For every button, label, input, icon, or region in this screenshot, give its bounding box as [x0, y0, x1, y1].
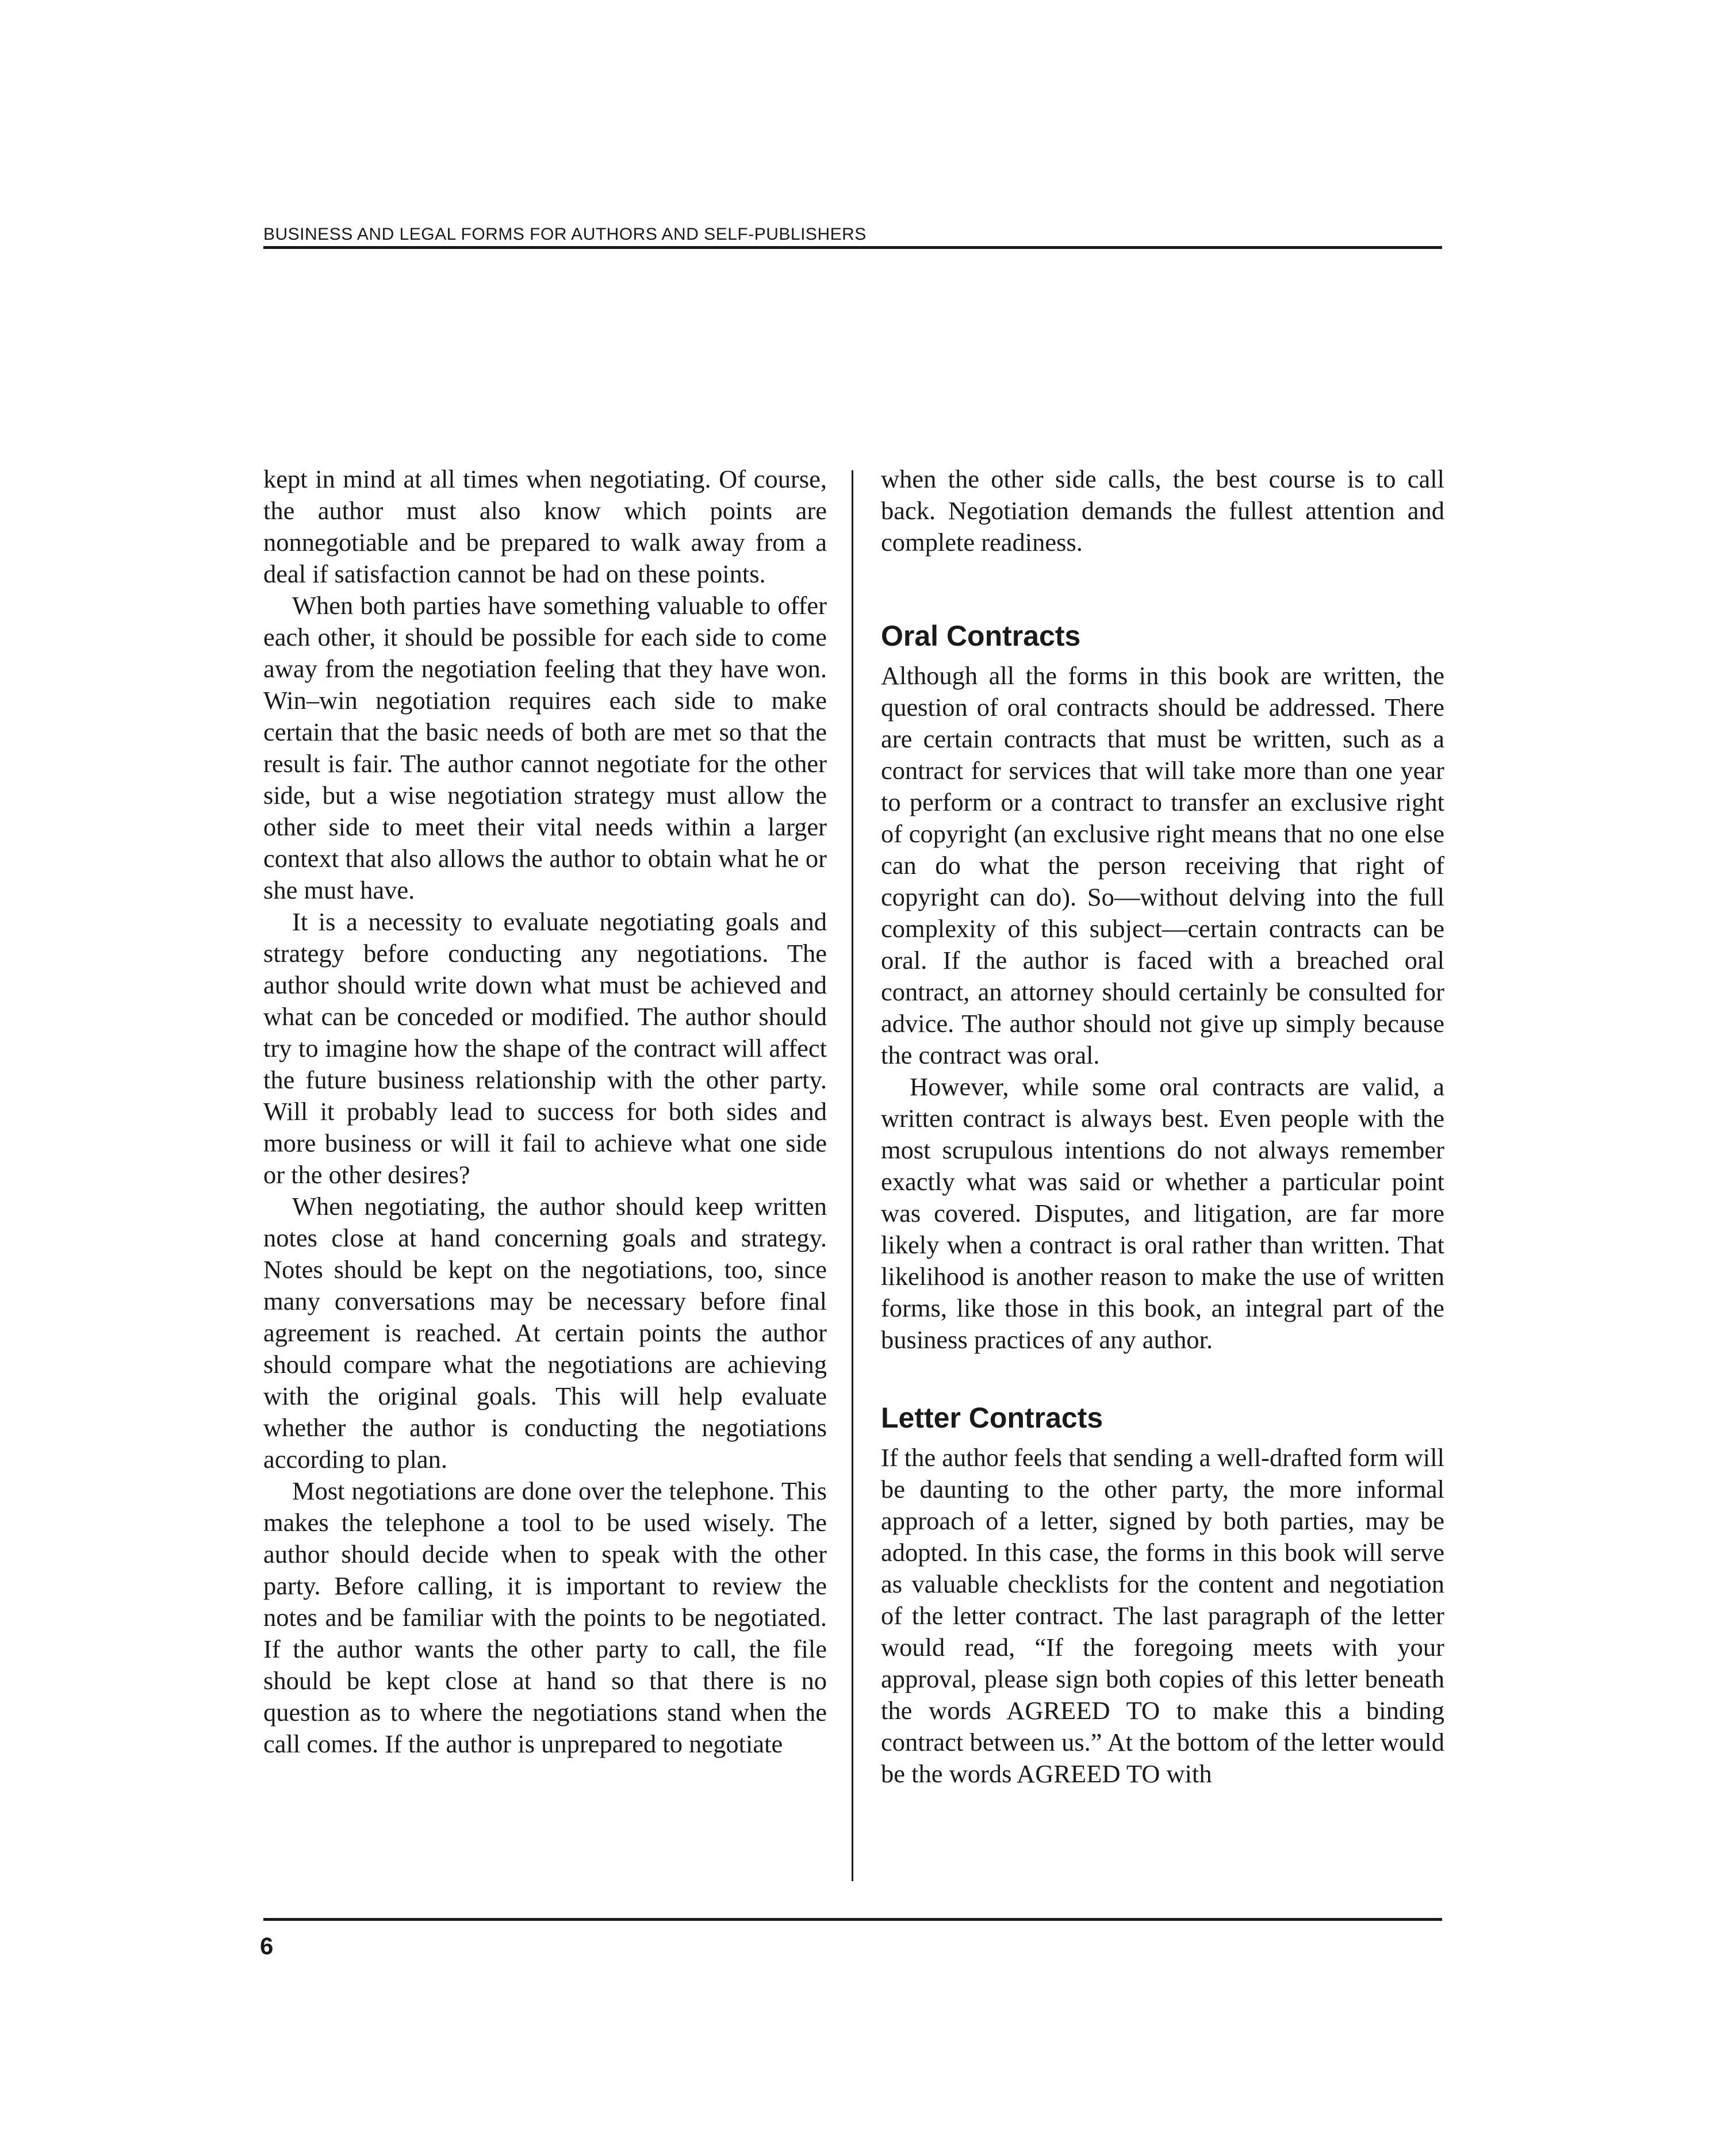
body-paragraph: When both parties have something valuable to offer each other, it should be possible for each side to come away from the negotiation feeling that they have won. Win–win negotiation requires each side to make certain that the basic needs of both are met so that the result is fair. The author cannot negotiate for the other side, but a wise negotiation strategy must allow the other side to meet their vital needs within a larger context that also allows the author to obtain what he or she must have. [263, 591, 827, 904]
running-head: BUSINESS AND LEGAL FORMS FOR AUTHORS AND SELF-PUBLISHERS [263, 225, 867, 244]
body-paragraph: Most negotiations are done over the telephone. This makes the telephone a tool to be used wisely. The author should decide when to speak with the other party. Before calling, it is important to review the notes and be familiar with the points to be negotiated. If the author wants the other party to call, the file should be kept close at hand so that there is no question as to where the negotiations stand when the call comes. If the author is unprepared to negotiate [263, 1476, 827, 1758]
body-paragraph: when the other side calls, the best course is to call back. Negotiation demands the fullest attention and complete readiness. [881, 465, 1444, 557]
body-paragraph: When negotiating, the author should keep written notes close at hand concerning goals and strategy. Notes should be kept on the negotiations, too, since many conversations may be necessary before final agreement is reached. At certain points the author should compare what the negotiations are achieving with the original goals. This will help evaluate whether the author is conducting the negotiations according to plan. [263, 1192, 827, 1474]
section-heading-oral-contracts: Oral Contracts [881, 620, 1081, 652]
header-rule [263, 246, 1442, 249]
right-column [881, 463, 1444, 1790]
left-column [263, 463, 827, 1760]
page-number: 6 [260, 1932, 274, 1959]
body-paragraph: kept in mind at all times when negotiating. Of course, the author must also know which points are nonnegotiable and be prepared to walk away from a deal if satisfaction cannot be had on these points. [263, 465, 827, 588]
body-paragraph: However, while some oral contracts are valid, a written contract is always best. Even people with the most scrupulous intentions do not always remember exactly what was said or whether a particular point was covered. Disputes, and litigation, are far more likely when a contract is oral rather than written. That likelihood is another reason to make the use of written forms, like those in this book, an integral part of the business practices of any author. [881, 1072, 1444, 1354]
footer-rule [263, 1918, 1442, 1921]
body-paragraph: Although all the forms in this book are written, the question of oral contracts should be addressed. There are certain contracts that must be written, such as a contract for services that will take more than one year to perform or a contract to transfer an exclusive right of copyright (an exclusive right means that no one else can do what the person receiving that right of copyright can do). So—without delving into the full complexity of this subject—certain contracts can be oral. If the author is faced with a breached oral contract, an attorney should certainly be consulted for advice. The author should not give up simply because the contract was oral. [881, 661, 1444, 1069]
body-paragraph: If the author feels that sending a well-drafted form will be daunting to the other party, the more informal approach of a letter, signed by both parties, may be adopted. In this case, the forms in this book will serve as valuable checklists for the content and negotiation of the letter contract. The last paragraph of the letter would read, “If the foregoing meets with your approval, please sign both copies of this letter beneath the words AGREED TO to make this a binding contract between us.” At the bottom of the letter would be the words AGREED TO with [881, 1443, 1444, 1788]
body-paragraph: It is a necessity to evaluate negotiating goals and strategy before conducting any negotiations. The author should write down what must be achieved and what can be conceded or modified. The author should try to imagine how the shape of the contract will affect the future business relationship with the other party. Will it probably lead to success for both sides and more business or will it fail to achieve what one side or the other desires? [263, 907, 827, 1189]
column-divider [852, 470, 853, 1881]
section-heading-letter-contracts: Letter Contracts [881, 1402, 1103, 1434]
